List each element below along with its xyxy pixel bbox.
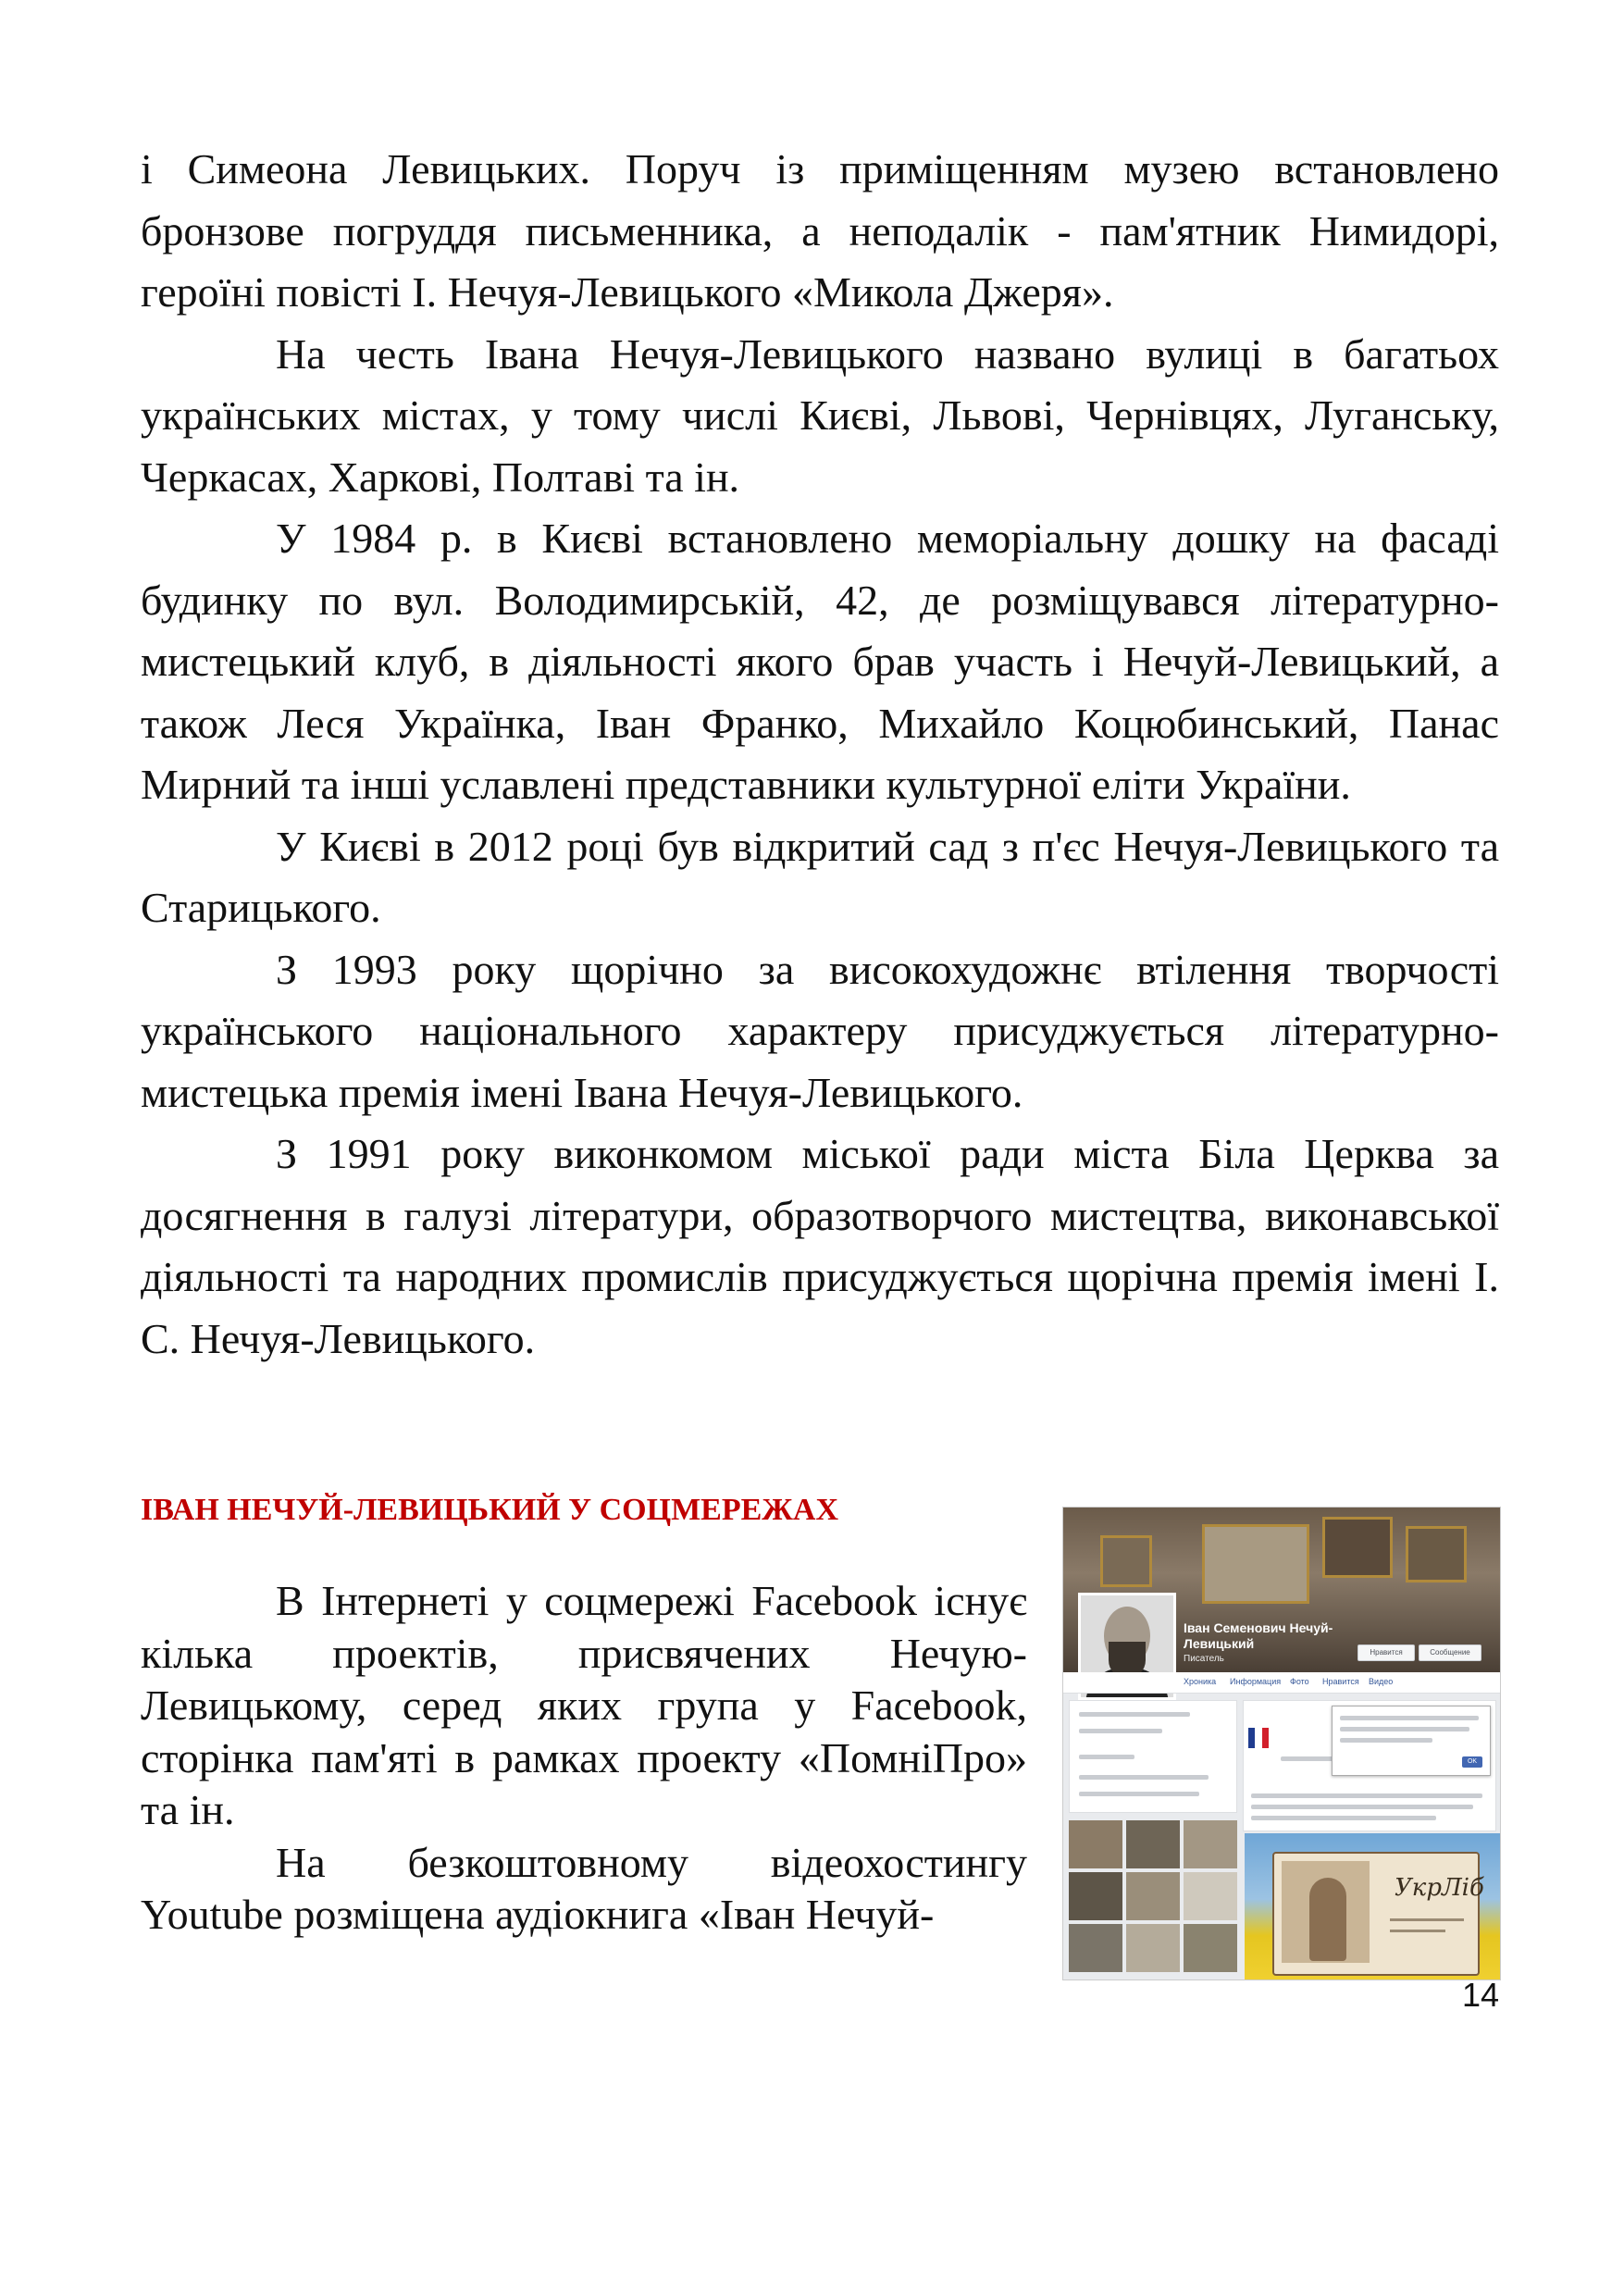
like-button: Нравится: [1357, 1644, 1415, 1661]
book-image: [1272, 1852, 1484, 1976]
page-number: 14: [1461, 1976, 1499, 2014]
tab: Фото: [1290, 1677, 1309, 1686]
social-media-screenshot: [1062, 1507, 1501, 1980]
painting: [1202, 1524, 1309, 1604]
paragraph: З 1991 року виконкомом міської ради міста Біла Церква за досягнення в галузі літератури, образотворчого мистецтва, виконавської діяльності та народних промислів присуджується щорічна премія імені І. С. Нечуя-Левицького.: [141, 1130, 1499, 1362]
facebook-sidebar: [1069, 1700, 1237, 1813]
ukrlib-logo: УкрЛіб: [1395, 1874, 1484, 1902]
section-text: [141, 1575, 1027, 1942]
paragraph: і Симеона Левицьких. Поруч із приміщенням музею встановлено бронзове погруддя письменника, а неподалік - пам'ятник Нимидорі, героїні повісті І. Нечуя-Левицького «Микола Джеря».: [141, 145, 1499, 316]
facebook-page-name: Іван Семенович Нечуй-Левицький: [1184, 1620, 1333, 1651]
tab: Нравится: [1322, 1677, 1359, 1686]
ok-button: OK: [1462, 1756, 1482, 1768]
flag-icon: [1248, 1728, 1269, 1748]
body-text: [141, 139, 1499, 1370]
paragraph: У Києві в 2012 році був відкритий сад з п'єс Нечуя-Левицького та Старицького.: [141, 822, 1499, 931]
photo-grid: [1069, 1820, 1241, 1976]
painting: [1100, 1535, 1152, 1587]
section-heading: ІВАН НЕЧУЙ-ЛЕВИЦЬКИЙ У СОЦМЕРЕЖАХ: [141, 1493, 839, 1527]
painting: [1322, 1517, 1393, 1578]
paragraph: В Інтернеті у соцмережі Facebook існує кілька проектів, присвячених Нечую-Левицькому, серед яких група у Facebook, сторінка пам'яті в рамках проекту «ПомніПро» та ін.: [141, 1577, 1027, 1833]
paragraph: На честь Івана Нечуя-Левицького названо вулиці в багатьох українських містах, у тому числі Києві, Львові, Чернівцях, Луганську, Черкасах, Харкові, Полтаві та ін.: [141, 329, 1499, 501]
message-button: Сообщение: [1419, 1644, 1481, 1661]
paragraph: У 1984 р. в Києві встановлено меморіальну дошку на фасаді будинку по вул. Володимирській, 42, де розміщувався літературно-мистецький клуб, в діяльності якого брав участь і Нечуй-Левицький, а також Леся Українка, Іван Франко, Михайло Коцюбинський, Панас Мирний та інші уславлені представники культурної еліти України.: [141, 515, 1499, 808]
tab: Хроника: [1184, 1677, 1217, 1686]
paragraph: З 1993 року щорічно за високохудожнє втілення творчості українського національного характеру присуджується літературно-мистецька премія імені Івана Нечуя-Левицького.: [141, 945, 1499, 1116]
ukrlib-image: [1245, 1833, 1500, 1980]
painting: [1406, 1526, 1467, 1582]
tab: Информация: [1230, 1677, 1282, 1686]
facebook-popup: [1332, 1706, 1491, 1776]
facebook-page-category: Писатель: [1184, 1654, 1224, 1664]
tab: Видео: [1369, 1677, 1394, 1686]
paragraph: На безкоштовному відеохостингу Youtube розміщена аудіокнига «Іван Нечуй-: [141, 1838, 1027, 1938]
facebook-tabs: [1063, 1672, 1500, 1694]
